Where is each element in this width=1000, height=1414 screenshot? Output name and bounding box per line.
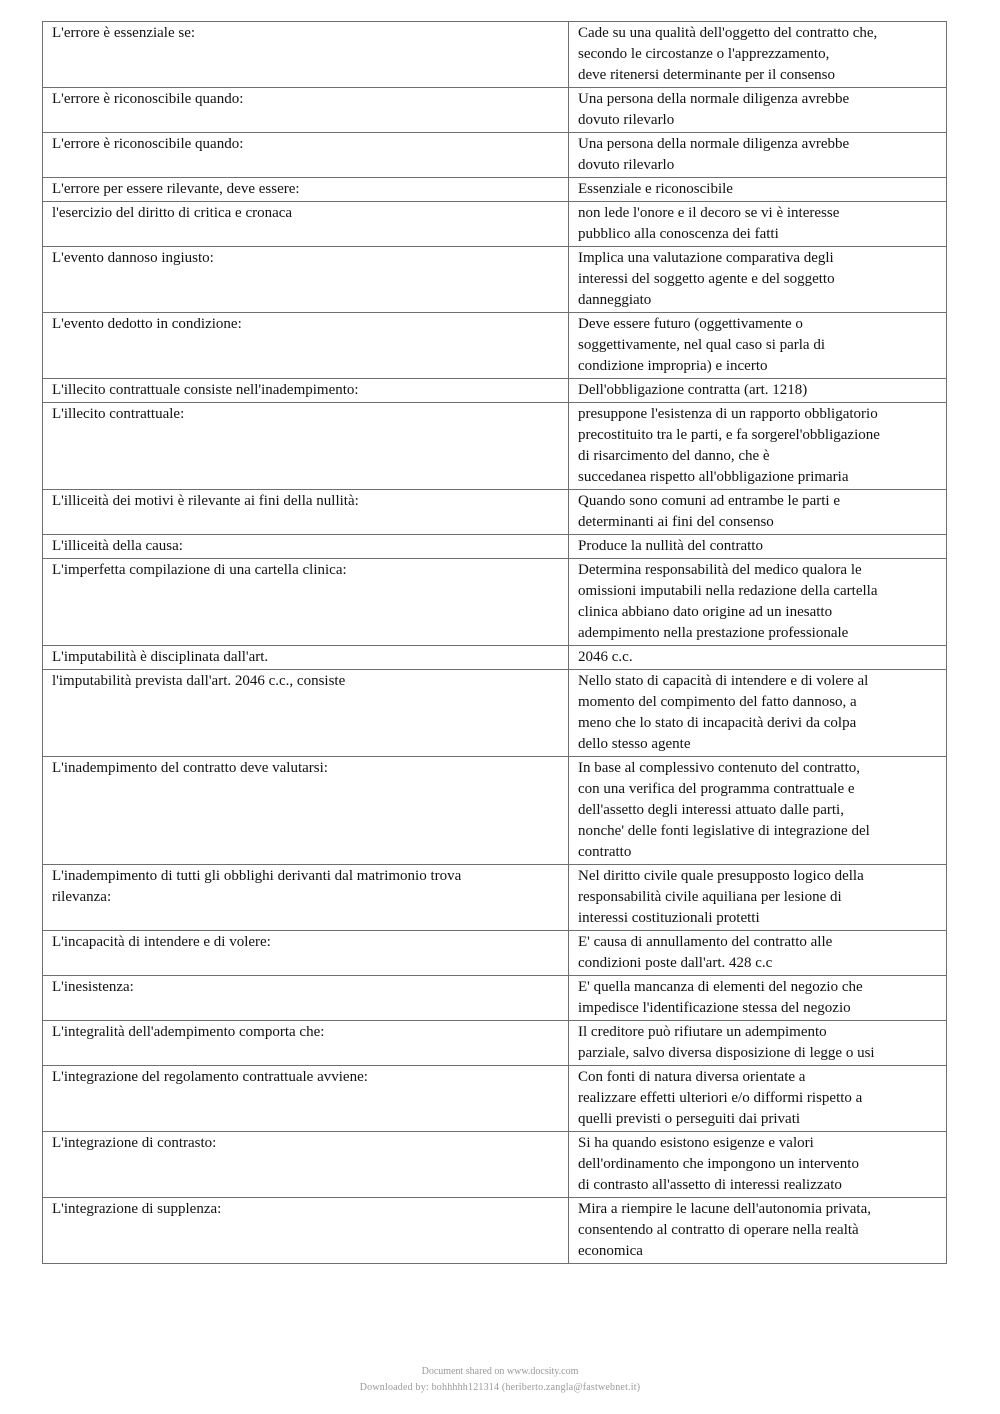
table-row [43,490,947,535]
answer-cell: Produce la nullità del contratto [569,535,947,559]
table-row [43,757,947,865]
table-row [43,670,947,757]
question-cell: L'errore è riconoscibile quando: [43,133,569,178]
answer-cell: Determina responsabilità del medico qualora le omissioni imputabili nella redazione della cartella clinica abbiano dato origine ad un inesatto adempimento nella prestazione professionale [569,559,947,646]
question-cell: L'imputabilità è disciplinata dall'art. [43,646,569,670]
answer-cell: E' causa di annullamento del contratto alle condizioni poste dall'art. 428 c.c [569,931,947,976]
question-cell: L'illecito contrattuale consiste nell'inadempimento: [43,379,569,403]
question-cell: L'illecito contrattuale: [43,403,569,490]
question-cell: L'illiceità della causa: [43,535,569,559]
answer-cell: Cade su una qualità dell'oggetto del contratto che, secondo le circostanze o l'apprezzamento, deve ritenersi determinante per il consenso [569,22,947,88]
answer-cell: E' quella mancanza di elementi del negozio che impedisce l'identificazione stessa del negozio [569,976,947,1021]
question-cell: L'errore è riconoscibile quando: [43,88,569,133]
answer-cell: presuppone l'esistenza di un rapporto obbligatorio precostituito tra le parti, e fa sorgerel'obbligazione di risarcimento del danno, che è succedanea rispetto all'obbligazione primaria [569,403,947,490]
question-cell: l'esercizio del diritto di critica e cronaca [43,202,569,247]
question-cell: L'evento dedotto in condizione: [43,313,569,379]
table-row [43,535,947,559]
question-cell: L'inadempimento del contratto deve valutarsi: [43,757,569,865]
question-cell: L'inadempimento di tutti gli obblighi derivanti dal matrimonio trova rilevanza: [43,865,569,931]
table-row [43,22,947,88]
table-row [43,403,947,490]
question-cell: L'integrazione di contrasto: [43,1132,569,1198]
table-row [43,559,947,646]
table-row [43,976,947,1021]
answer-cell: Deve essere futuro (oggettivamente o soggettivamente, nel qual caso si parla di condizione impropria) e incerto [569,313,947,379]
table-row [43,1132,947,1198]
table-row [43,1021,947,1066]
table-row [43,1198,947,1264]
answer-cell: non lede l'onore e il decoro se vi è interesse pubblico alla conoscenza dei fatti [569,202,947,247]
answer-cell: Dell'obbligazione contratta (art. 1218) [569,379,947,403]
answer-cell: Quando sono comuni ad entrambe le parti e determinanti ai fini del consenso [569,490,947,535]
question-cell: L'integralità dell'adempimento comporta che: [43,1021,569,1066]
question-cell: L'illiceità dei motivi è rilevante ai fini della nullità: [43,490,569,535]
qa-table-body [43,22,947,1264]
answer-cell: Nel diritto civile quale presupposto logico della responsabilità civile aquiliana per lesione di interessi costituzionali protetti [569,865,947,931]
question-cell: L'inesistenza: [43,976,569,1021]
answer-cell: 2046 c.c. [569,646,947,670]
question-cell: L'incapacità di intendere e di volere: [43,931,569,976]
table-row [43,1066,947,1132]
table-row [43,88,947,133]
question-cell: L'errore per essere rilevante, deve essere: [43,178,569,202]
table-row [43,133,947,178]
question-cell: l'imputabilità prevista dall'art. 2046 c.c., consiste [43,670,569,757]
answer-cell: Si ha quando esistono esigenze e valori dell'ordinamento che impongono un intervento di contrasto all'assetto di interessi realizzato [569,1132,947,1198]
answer-cell: Una persona della normale diligenza avrebbe dovuto rilevarlo [569,88,947,133]
table-row [43,247,947,313]
question-cell: L'evento dannoso ingiusto: [43,247,569,313]
answer-cell: Il creditore può rifiutare un adempimento parziale, salvo diversa disposizione di legge o usi [569,1021,947,1066]
table-row [43,865,947,931]
answer-cell: In base al complessivo contenuto del contratto, con una verifica del programma contrattuale e dell'assetto degli interessi attuato dalle parti, nonche' delle fonti legislative di integrazione del contratto [569,757,947,865]
question-cell: L'imperfetta compilazione di una cartella clinica: [43,559,569,646]
table-row [43,379,947,403]
qa-table [42,21,947,1264]
question-cell: L'integrazione di supplenza: [43,1198,569,1264]
question-cell: L'integrazione del regolamento contrattuale avviene: [43,1066,569,1132]
table-row [43,646,947,670]
footer-download-notice: Downloaded by: bohhhhh121314 (heriberto.zangla@fastwebnet.it) [359,1382,641,1393]
question-cell: L'errore è essenziale se: [43,22,569,88]
table-row [43,313,947,379]
answer-cell: Con fonti di natura diversa orientate a realizzare effetti ulteriori e/o difformi rispetto a quelli previsti o perseguiti dai privati [569,1066,947,1132]
table-row [43,178,947,202]
footer-shared-notice: Document shared on www.docsity.com [421,1366,579,1377]
answer-cell: Nello stato di capacità di intendere e di volere al momento del compimento del fatto dannoso, a meno che lo stato di incapacità derivi da colpa dello stesso agente [569,670,947,757]
table-row [43,931,947,976]
answer-cell: Una persona della normale diligenza avrebbe dovuto rilevarlo [569,133,947,178]
answer-cell: Mira a riempire le lacune dell'autonomia privata, consentendo al contratto di operare nella realtà economica [569,1198,947,1264]
answer-cell: Implica una valutazione comparativa degli interessi del soggetto agente e del soggetto danneggiato [569,247,947,313]
table-row [43,202,947,247]
answer-cell: Essenziale e riconoscibile [569,178,947,202]
